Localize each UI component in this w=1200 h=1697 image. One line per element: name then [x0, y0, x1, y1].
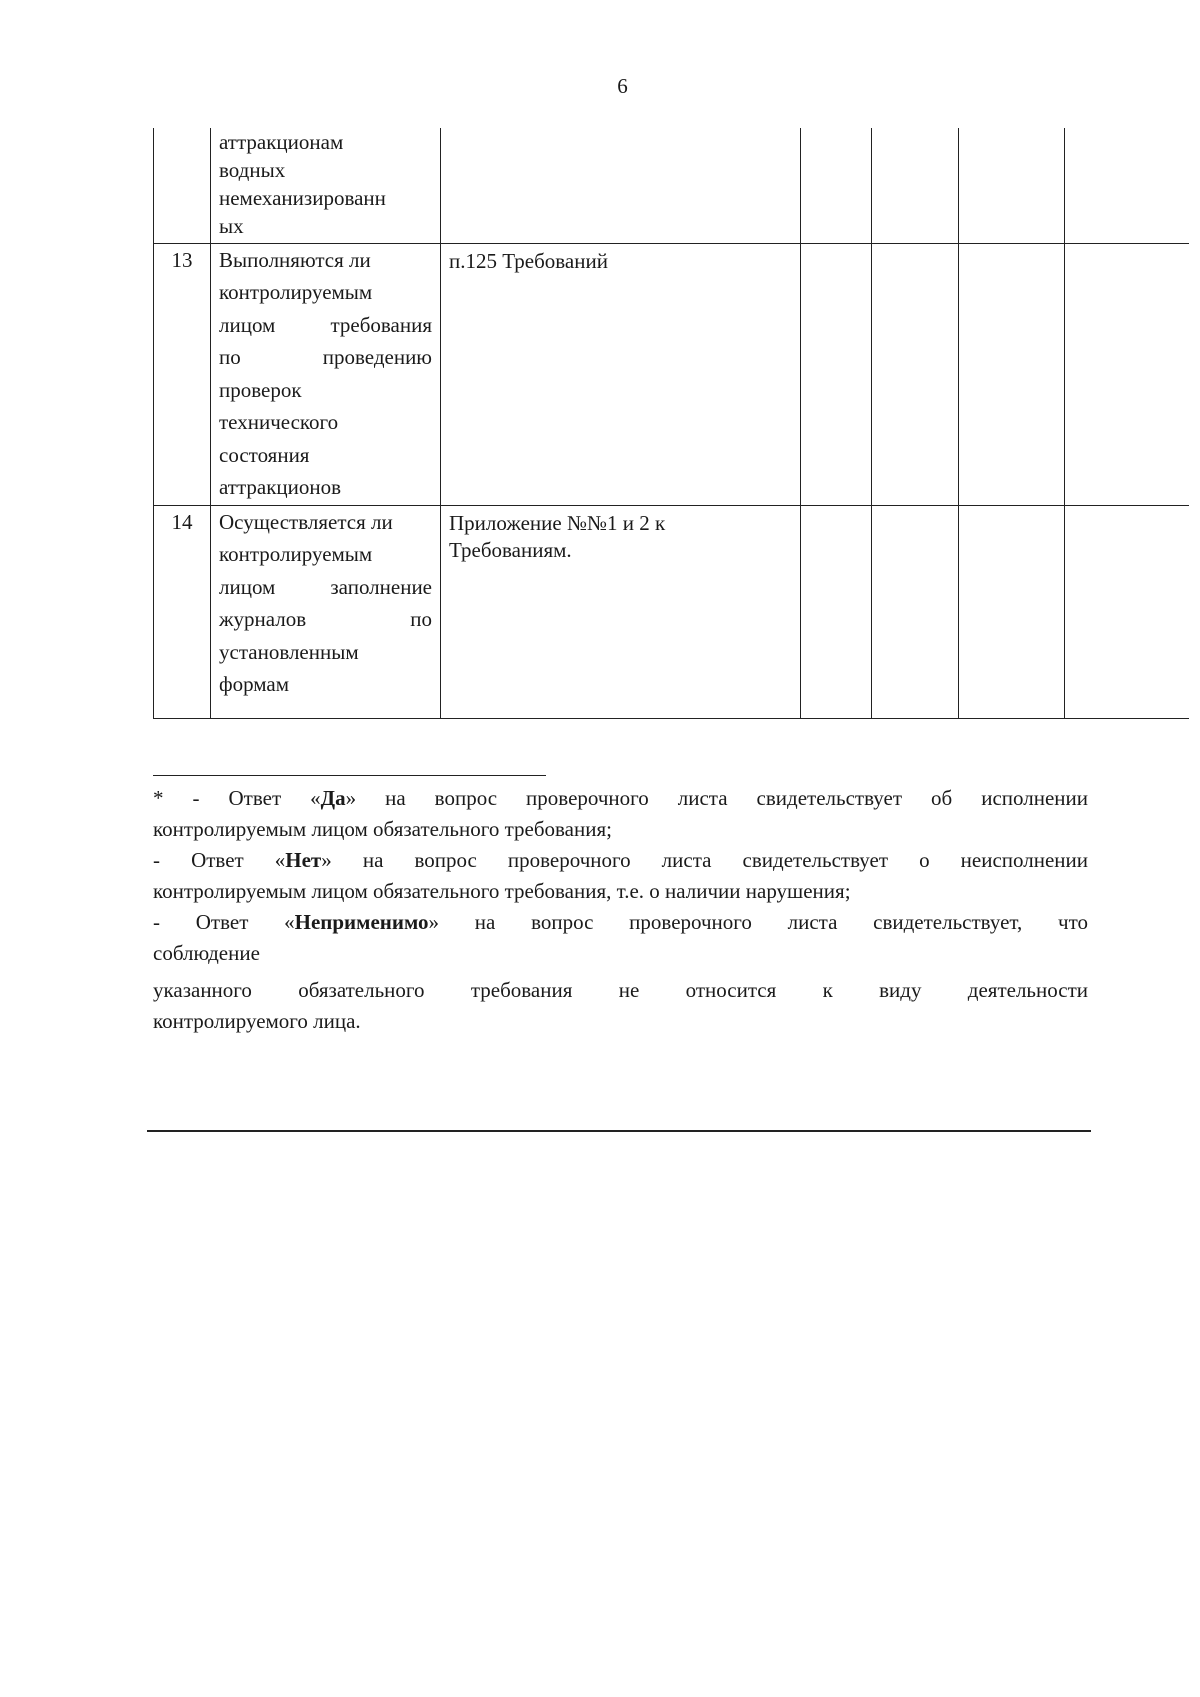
answer-net-cell[interactable] — [872, 128, 959, 243]
question-cell — [211, 243, 441, 505]
table-row — [154, 243, 1189, 505]
table-row — [154, 128, 1189, 243]
footnote-separator — [153, 775, 546, 776]
answer-net-cell[interactable] — [872, 505, 959, 718]
question-line: лицом требования — [219, 312, 432, 337]
row-number: 13 — [154, 243, 211, 505]
answer-da-cell[interactable] — [801, 128, 872, 243]
question-line: аттракционам — [219, 130, 344, 154]
footnote-net-line2: контролируемым лицом обязательного требования, т.е. о наличии нарушения; — [153, 879, 851, 903]
reference-line: Приложение №№1 и 2 к — [449, 510, 666, 535]
comment-cell[interactable] — [1065, 505, 1189, 718]
question-line: журналов по — [219, 607, 432, 631]
bottom-rule — [147, 1130, 1091, 1132]
checklist-table — [153, 128, 1189, 719]
answer-neprimenimo-cell[interactable] — [959, 243, 1065, 505]
question-line: аттракционов — [219, 475, 342, 499]
reference-cell — [441, 243, 801, 505]
answer-neprimenimo-cell[interactable] — [959, 128, 1065, 243]
comment-cell[interactable] — [1065, 128, 1189, 243]
reference-line: Требованиям. — [449, 537, 572, 562]
question-line: установленным — [219, 639, 359, 664]
footnote-neprim-line2: соблюдение — [153, 941, 260, 965]
comment-cell[interactable] — [1065, 243, 1189, 505]
question-line: контролируемым — [219, 542, 373, 566]
question-cell — [211, 128, 441, 243]
footnote-neprim-line3: указанного обязательного требования не относится к виду деятельности — [153, 978, 1088, 1002]
footnote-text: - Ответ « — [153, 910, 295, 934]
answer-neprimenimo-cell[interactable] — [959, 505, 1065, 718]
footnote-text: » на вопрос проверочного листа свидетельствует, что — [428, 910, 1088, 934]
reference-cell — [441, 505, 801, 718]
question-line: лицом заполнение — [219, 574, 432, 599]
question-line: Выполняются ли — [219, 247, 371, 272]
answer-da-cell[interactable] — [801, 505, 872, 718]
answer-net-cell[interactable] — [872, 243, 959, 505]
footnote-neprim-line1 — [153, 907, 1088, 938]
question-line: ых — [219, 214, 244, 238]
question-line: по проведению — [219, 345, 432, 369]
question-line: состояния — [219, 442, 310, 467]
table-row — [154, 505, 1189, 718]
question-line: немеханизированн — [219, 186, 386, 210]
footnote-answer-da: Да — [320, 786, 346, 810]
question-line: технического — [219, 410, 339, 434]
footnote-net-line1 — [153, 845, 1088, 876]
question-cell — [211, 505, 441, 718]
footnote-da-line1 — [153, 783, 1088, 814]
row-number: 14 — [154, 505, 211, 718]
answer-da-cell[interactable] — [801, 243, 872, 505]
question-line: водных — [219, 158, 286, 182]
footnote-text: * - Ответ « — [153, 786, 321, 810]
footnote-text: - Ответ « — [153, 848, 286, 872]
row-number — [154, 128, 211, 243]
footnote-text: » на вопрос проверочного листа свидетельствует об исполнении — [345, 786, 1088, 810]
question-line: формам — [219, 672, 290, 696]
question-line: контролируемым — [219, 280, 373, 304]
reference-cell — [441, 128, 801, 243]
footnote-answer-net: Нет — [285, 848, 322, 872]
footnotes — [153, 783, 1088, 1037]
question-line: Осуществляется ли — [219, 509, 393, 534]
page-number: 6 — [617, 74, 628, 98]
reference-line: п.125 Требований — [449, 248, 608, 273]
footnote-answer-neprimenimo: Неприменимо — [294, 910, 429, 934]
question-line: проверок — [219, 377, 302, 402]
footnote-text: » на вопрос проверочного листа свидетельствует о неисполнении — [321, 848, 1088, 872]
footnote-neprim-line4: контролируемого лица. — [153, 1009, 361, 1033]
footnote-da-line2: контролируемым лицом обязательного требования; — [153, 817, 612, 841]
